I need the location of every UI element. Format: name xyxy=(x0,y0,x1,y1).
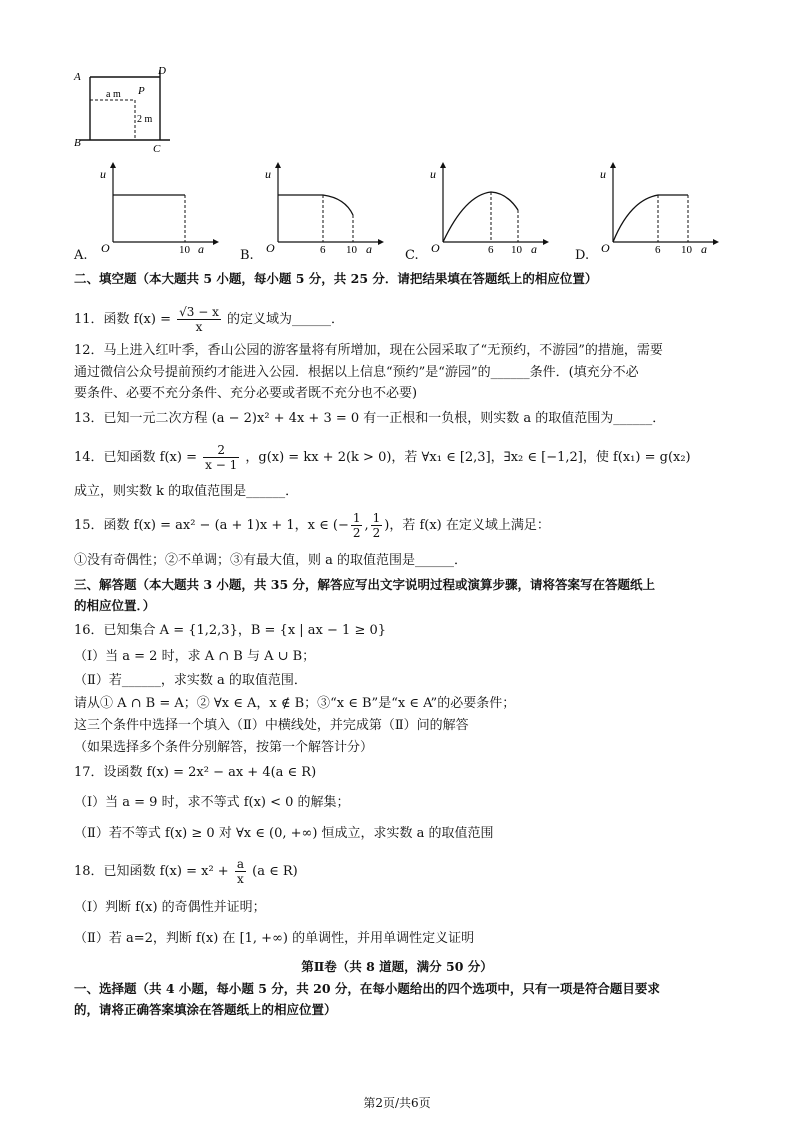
origin-a: O xyxy=(101,241,110,255)
q15-text-a: 15．函数 f(x) = ax² − (a + 1)x + 1，x ∈ (− xyxy=(74,518,349,533)
origin-d: O xyxy=(601,241,610,255)
q11-num: √3 − x xyxy=(179,305,219,319)
origin-b: O xyxy=(266,241,275,255)
q14-num: 2 xyxy=(203,443,239,458)
q15-frac2 xyxy=(371,511,383,540)
q15-mid: , xyxy=(364,518,369,533)
q18-num: a xyxy=(236,857,244,871)
question-16-ii: （Ⅱ）若______，求实数 a 的取值范围． xyxy=(74,673,307,688)
q14-den: x − 1 xyxy=(205,458,238,472)
q14-text-b: ，g(x) = kx + 2(k > 0)，若 ∀x₁ ∈ [2,3]，∃x₂ ∈ [−1,2]，使 f(x₁) = g(x₂) xyxy=(245,450,691,465)
axis-u-d: u xyxy=(600,167,606,181)
q11-fraction xyxy=(177,305,221,334)
q14-fraction xyxy=(203,443,239,472)
label-C: C xyxy=(153,143,161,155)
question-11 xyxy=(74,300,734,340)
question-14-line2: 成立，则实数 k 的取值范围是______． xyxy=(74,484,299,499)
label-D: D xyxy=(158,65,166,77)
q11-text-a: 11．函数 f(x) = xyxy=(74,312,171,327)
q11-den: x xyxy=(195,320,203,334)
section2-heading: 二、填空题（本大题共 5 小题，每小题 5 分，共 25 分．请把结果填在答题纸上的相应位置） xyxy=(74,271,598,286)
question-17-ii: （Ⅱ）若不等式 f(x) ≥ 0 对 ∀x ∈ (0, +∞) 恒成立，求实数 a 的取值范围 xyxy=(74,826,494,841)
park-diagram xyxy=(70,60,190,155)
q18-text-a: 18．已知函数 f(x) = x² + xyxy=(74,864,229,879)
label-2m: 2 m xyxy=(137,114,153,125)
q14-text-a: 14．已知函数 f(x) = xyxy=(74,450,197,465)
option-b[interactable]: B. xyxy=(240,248,254,263)
question-18-ii: （Ⅱ）若 a=2，判断 f(x) 在 [1, +∞) 的单调性，并用单调性定义证明 xyxy=(74,931,475,946)
tick-10-c: 10 xyxy=(511,244,522,255)
axis-a-b: a xyxy=(366,242,372,255)
tick-10-a: 10 xyxy=(179,244,190,255)
axis-u-c: u xyxy=(430,167,436,181)
q18-text-b: (a ∈ R) xyxy=(252,864,298,879)
tick-6-d: 6 xyxy=(655,244,661,255)
option-c[interactable]: C. xyxy=(405,248,419,263)
label-P: P xyxy=(138,85,145,97)
section3-heading-line1: 三、解答题（本大题共 3 小题，共 35 分，解答应写出文字说明过程或演算步骤，请将答案写在答题纸上 xyxy=(74,577,656,592)
part2-title: 第Ⅱ卷（共 8 道题，满分 50 分） xyxy=(301,959,493,974)
question-12-line2: 通过微信公众号提前预约才能进入公园．根据以上信息“预约”是“游园”的______条件．(填充分不必 xyxy=(74,365,639,380)
section3-heading-line2: 的相应位置．） xyxy=(74,598,156,613)
question-15-line2: ①没有奇偶性；②不单调；③有最大值，则 a 的取值范围是______． xyxy=(74,553,468,568)
page-footer: 第2页/共6页 xyxy=(363,1096,431,1110)
part2-heading-line2: 的，请将正确答案填涂在答题纸上的相应位置） xyxy=(74,1002,337,1017)
question-15 xyxy=(74,506,734,546)
graph-b xyxy=(260,160,390,255)
tick-6-c: 6 xyxy=(488,244,494,255)
axis-a-c: a xyxy=(531,242,537,255)
question-12-line3: 要条件、必要不充分条件、充分必要或者既不充分也不必要) xyxy=(74,386,418,401)
question-18-i: （Ⅰ）判断 f(x) 的奇偶性并证明； xyxy=(74,900,266,915)
axis-u-a: u xyxy=(100,167,106,181)
graph-d xyxy=(595,160,725,255)
option-a[interactable]: A. xyxy=(74,248,88,263)
graph-c xyxy=(425,160,555,255)
option-d[interactable]: D. xyxy=(575,248,590,263)
q15-d1: 2 xyxy=(352,526,361,540)
question-13: 13．已知一元二次方程 (a − 2)x² + 4x + 3 = 0 有一正根和一负根，则实数 a 的取值范围为______． xyxy=(74,411,666,426)
axis-a-a: a xyxy=(198,242,204,255)
question-17: 17．设函数 f(x) = 2x² − ax + 4(a ∈ R) xyxy=(74,765,317,780)
label-B: B xyxy=(74,137,81,149)
q11-text-b: 的定义域为______． xyxy=(227,312,345,327)
origin-c: O xyxy=(431,241,440,255)
q18-den: x xyxy=(237,872,244,886)
graph-a xyxy=(95,160,225,255)
question-18 xyxy=(74,852,734,892)
part2-heading-line1: 一、选择题（共 4 小题，每小题 5 分，共 20 分，在每小题给出的四个选项中，只有一项是符合题目要求 xyxy=(74,981,660,996)
q15-d2: 2 xyxy=(372,526,381,540)
question-14 xyxy=(74,438,734,478)
question-17-i: （Ⅰ）当 a = 9 时，求不等式 f(x) < 0 的解集； xyxy=(74,795,350,810)
question-12-line1: 12．马上进入红叶季，香山公园的游客量将有所增加，现在公园采取了“无预约，不游园”的措施，需要 xyxy=(74,343,663,358)
q15-n2: 1 xyxy=(372,511,381,525)
tick-10-d: 10 xyxy=(681,244,692,255)
question-16-i: （Ⅰ）当 a = 2 时，求 A ∩ B 与 A ∪ B； xyxy=(74,649,316,664)
question-16: 16．已知集合 A = {1,2,3}，B = {x | ax − 1 ≥ 0} xyxy=(74,623,387,638)
tick-10-b: 10 xyxy=(346,244,357,255)
q15-text-b: )，若 f(x) 在定义域上满足： xyxy=(384,518,550,533)
label-A: A xyxy=(74,71,81,83)
label-am: a m xyxy=(106,89,121,100)
q18-fraction xyxy=(235,857,246,886)
q15-frac1 xyxy=(351,511,363,540)
question-16-cond2: 这三个条件中选择一个填入（Ⅱ）中横线处，并完成第（Ⅱ）问的解答 xyxy=(74,718,469,733)
axis-u-b: u xyxy=(265,167,271,181)
axis-a-d: a xyxy=(701,242,707,255)
question-16-cond1: 请从① A ∩ B = A；② ∀x ∈ A，x ∉ B；③“x ∈ B”是“x ∈ A”的必要条件； xyxy=(74,696,516,711)
q15-n1: 1 xyxy=(352,511,361,525)
question-16-cond3: （如果选择多个条件分别解答，按第一个解答计分） xyxy=(74,740,374,755)
tick-6-b: 6 xyxy=(320,244,326,255)
